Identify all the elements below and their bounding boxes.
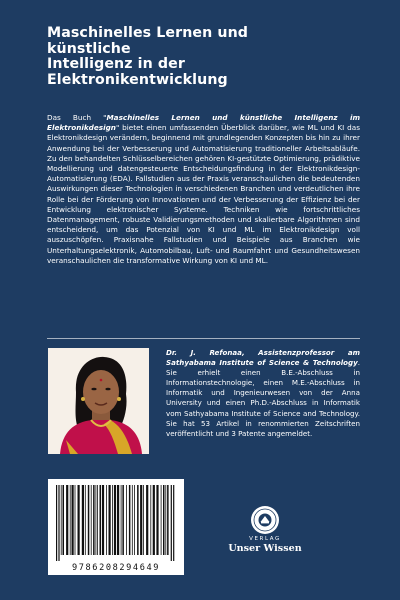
barcode-bars-icon <box>48 479 184 563</box>
title-line: künstliche <box>47 40 131 57</box>
book-description <box>47 113 360 266</box>
isbn-number: 9786208294649 <box>71 563 161 573</box>
title-line: Intelligenz in der <box>47 56 185 72</box>
description-book-title: Maschinelles Lernen und künstliche Intelligenz im Elektronikdesign <box>47 113 360 133</box>
description-body: " bietet einen umfassenden Überblick darüber, wie ML und KI das Elektronikdesign verändern, beginnend mit grundlegenden Konzepten bis hin zu ihrer Anwendung bei der Verbesserung und Automatisierung traditioneller Arbeitsabläufe. Zu den behandelten Schlüsselbereichen gehören KI-gestützte Optimierung, prädiktive Modellierung und datengesteuerte Entscheidungsfindung in der Elektronikdesign-Automatisierung (EDA). Fallstudien aus der Praxis veranschaulichen die bedeutenden Auswirkungen dieser Technologien in verschiedenen Branchen und verdeutlichen ihre Rolle bei der Förderung von Innovationen und der Verbesserung der Effizienz bei der Entwicklung elektronischer Systeme. Techniken wie fortschrittliches Datenmanagement, robuste Validierungsmethoden und skalierbare Algorithmen sind entscheidend, um das Potenzial von KI und ML im Elektronikdesign voll auszuschöpfen. Praxisnahe Fallstudien und Beispiele aus Branchen wie Unterhaltungselektronik, Automobilbau, Luft- und Raumfahrt und Gesundheitswesen veranschaulichen die transformative Wirkung von KI und ML. <box>47 123 360 265</box>
title-line: Maschinelles Lernen und <box>47 25 249 41</box>
publisher-logo <box>228 505 302 554</box>
isbn-barcode <box>48 479 184 575</box>
author-bio <box>166 348 360 439</box>
author-portrait-icon <box>48 348 149 454</box>
publisher-seal-icon <box>250 505 280 535</box>
author-photo <box>48 348 149 454</box>
author-heading: Dr. J. Refonaa, Assistenzprofessor am Sathyabama Institute of Science & Technology <box>166 348 360 368</box>
publisher-verlag-label: VERLAG <box>249 536 281 542</box>
author-bio-text: . Sie erhielt einen B.E.-Abschluss in Informationstechnologie, einen M.E.-Abschluss in Informatik und Ingenieurwesen von der Anna University und einen Ph.D.-Abschluss in Informatik vom Sathyabama Institute of Science and Technology. Sie hat 53 Artikel in renommierten Zeitschriften veröffentlicht und 3 Patente angemeldet. <box>166 358 360 438</box>
title-line: Elektronikentwicklung <box>47 71 228 88</box>
book-title <box>47 26 367 88</box>
publisher-name: Unser Wissen <box>228 543 302 554</box>
section-divider <box>47 338 360 339</box>
description-intro: Das Buch " <box>47 113 107 122</box>
